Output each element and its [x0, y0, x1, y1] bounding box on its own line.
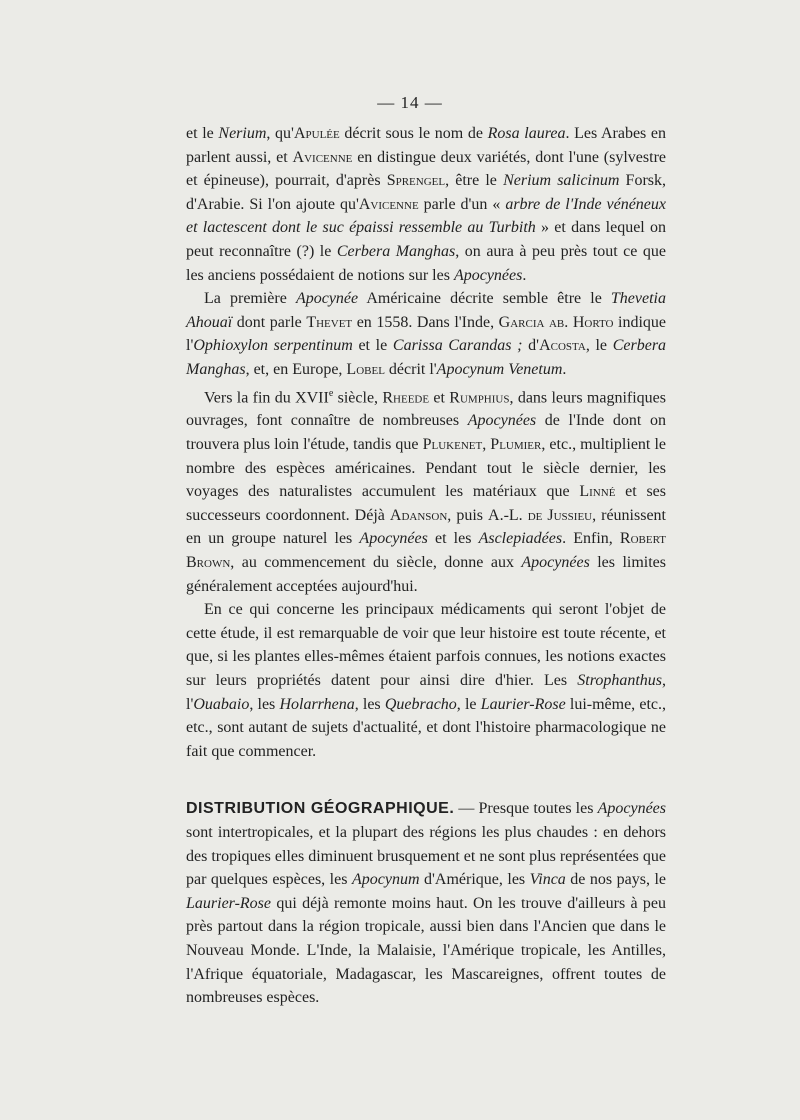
paragraph	[186, 797, 666, 1009]
text-run: qui déjà remonte moins haut. On les trouve d'ailleurs à peu près partout dans la région tropicale, aussi bien dans l'Ancien que dans le Nouveau Monde. L'Inde, la Malaisie, l'Amérique tropicale, les Antilles, l'Afrique équatoriale, Madagascar, les Mascareignes, offrent toutes de nombreuses espèces.	[186, 894, 666, 1007]
italic-term: Cerbera Manghas	[336, 242, 456, 260]
text-run: , le	[456, 695, 481, 713]
paragraph	[186, 287, 666, 381]
text-run: Vers la fin du XVII	[204, 388, 329, 406]
text-run: siècle,	[333, 388, 383, 406]
text-run: . Enfin,	[562, 530, 620, 548]
text-run: , puis	[447, 506, 489, 524]
author-name: Plumier	[490, 436, 542, 454]
text-run: de l'Inde dont on trouvera plus loin l'étude, tandis que	[186, 412, 666, 454]
text-run: , qu'	[266, 125, 294, 142]
text-run: , on aura à peu près tout ce que les anciens possédaient de notions sur les	[186, 242, 666, 284]
text-run: , les	[354, 695, 385, 713]
author-name: Robert Brown	[186, 530, 666, 572]
text-run: et le	[352, 337, 393, 355]
text-run: et les	[427, 530, 479, 548]
italic-term: Holarrhena	[279, 695, 355, 713]
italic-term: Rosa laurea	[487, 125, 566, 142]
paragraph	[186, 598, 666, 763]
author-name: Thevet	[306, 313, 353, 331]
text-run: . Les Arabes en parlent aussi, et	[186, 125, 667, 166]
text-run: parle d'un «	[418, 195, 506, 213]
text-run: d'	[522, 337, 540, 355]
italic-term: Ophioxylon serpentinum	[193, 337, 353, 355]
text-run: , au commencement du siècle, donne aux	[230, 554, 522, 572]
text-run: , le	[585, 337, 613, 355]
author-name: Rumphius	[449, 388, 510, 406]
author-name: Lobel	[346, 360, 385, 378]
text-run: en 1558. Dans l'Inde,	[352, 313, 499, 331]
italic-term: Apocynée	[295, 290, 359, 308]
author-name: Garcia ab. Horto	[498, 313, 614, 331]
text-run: décrit sous le nom de	[339, 125, 488, 142]
italic-term: Nerium salicinum	[503, 172, 620, 190]
text-run: en distingue deux variétés, dont l'une (sylvestre et épineuse), pourrait, d'après	[186, 148, 667, 190]
author-name: Linné	[579, 483, 616, 501]
italic-term: Apocynées	[359, 530, 428, 548]
text-run: , etc., multiplient le nombre des espèces américaines. Pendant tout le siècle dernier, les voyages des naturalistes accumulent les matériaux que	[186, 436, 666, 501]
italic-term: Apocynées	[453, 266, 523, 284]
text-run: , l'	[186, 671, 666, 713]
italic-term: Apocynum Venetum	[436, 360, 563, 378]
author-name: Rheede	[382, 388, 430, 406]
author-name: Adanson	[389, 506, 448, 524]
author-name: Acosta	[539, 337, 586, 355]
italic-term: arbre de l'Inde vénéneux et lactescent dont le suc épaissi ressemble au Turbith	[186, 195, 667, 237]
text-run: décrit l'	[384, 360, 437, 378]
text-run: les limites généralement acceptées aujourd'hui.	[186, 554, 667, 595]
body-text	[186, 122, 666, 1010]
text-run: » et dans lequel on peut reconnaître (?) le	[186, 219, 667, 260]
text-run: indique l'	[186, 313, 667, 355]
italic-term: Laurier-Rose	[480, 695, 566, 713]
page-number: — 14 —	[377, 93, 443, 112]
author-name: Sprengel	[386, 172, 446, 190]
author-name: Apulée	[293, 125, 340, 142]
italic-term: Asclepiadées	[478, 530, 563, 548]
text-run: et le	[186, 125, 219, 142]
text-run: .	[522, 266, 527, 284]
italic-term: Nerium	[218, 125, 267, 142]
text-run: , être le	[445, 172, 504, 190]
italic-term: Apocynées	[597, 800, 666, 818]
section-gap	[186, 763, 666, 797]
text-run: En ce qui concerne les principaux médicaments qui seront l'objet de cette étude, il est remarquable de voir que leur histoire est toute récente, et que, si les plantes elles-mêmes étaient parfois connues, les notions exactes sur leurs propriétés datent pour ainsi dire d'hier. Les	[186, 601, 666, 689]
paragraph	[186, 122, 666, 287]
italic-term: Vinca	[529, 871, 566, 889]
text-run: , dans leurs magnifiques ouvrages, font connaître de nombreuses	[186, 388, 666, 430]
text-run: , réunissent en un groupe naturel les	[186, 506, 667, 548]
text-run: .	[562, 360, 567, 378]
text-run: de nos pays, le	[565, 871, 667, 889]
text-run: , et, en Europe,	[245, 360, 347, 378]
author-name: Avicenne	[358, 195, 419, 213]
text-run: , les	[249, 695, 280, 713]
paragraph	[186, 382, 666, 599]
italic-term: Thevetia Ahouaï	[186, 290, 666, 331]
italic-term: Quebracho	[384, 695, 457, 713]
italic-term: Apocynum	[351, 871, 420, 889]
italic-term: Ouabaio	[193, 695, 250, 713]
italic-term: Laurier-Rose	[186, 894, 272, 912]
text-run: dont parle	[232, 313, 307, 331]
text-run: d'Amérique, les	[419, 871, 530, 889]
italic-term: Apocynées	[467, 412, 537, 430]
superscript: e	[328, 387, 334, 399]
text-run: lui-même, etc., etc., sont autant de sujets d'actualité, et dont l'histoire pharmacologique ne fait que commencer.	[186, 695, 666, 760]
text-run: et	[429, 388, 450, 406]
text-run: ,	[482, 436, 491, 454]
text-run: — Presque toutes les	[454, 800, 598, 818]
italic-term: Strophanthus	[577, 671, 662, 689]
text-run: La première	[204, 290, 296, 308]
italic-term: Carissa Carandas ;	[392, 337, 523, 355]
italic-term: Cerbera Manghas	[186, 337, 667, 378]
text-run: Américaine décrite semble être le	[358, 290, 611, 308]
text-run: et ses successeurs coordonnent. Déjà	[186, 483, 666, 524]
text-run: Forsk, d'Arabie. Si l'on ajoute qu'	[186, 172, 667, 213]
author-name: A.-L. de Jussieu	[488, 506, 593, 524]
section-heading: DISTRIBUTION GÉOGRAPHIQUE.	[186, 800, 455, 818]
author-name: Avicenne	[292, 148, 353, 166]
italic-term: Apocynées	[521, 554, 590, 572]
text-run: sont intertropicales, et la plupart des régions les plus chaudes : en dehors des tropiques elles diminuent brusquement et ne sont plus représentées que par quelques espèces, les	[186, 823, 666, 889]
author-name: Plukenet	[422, 436, 483, 454]
